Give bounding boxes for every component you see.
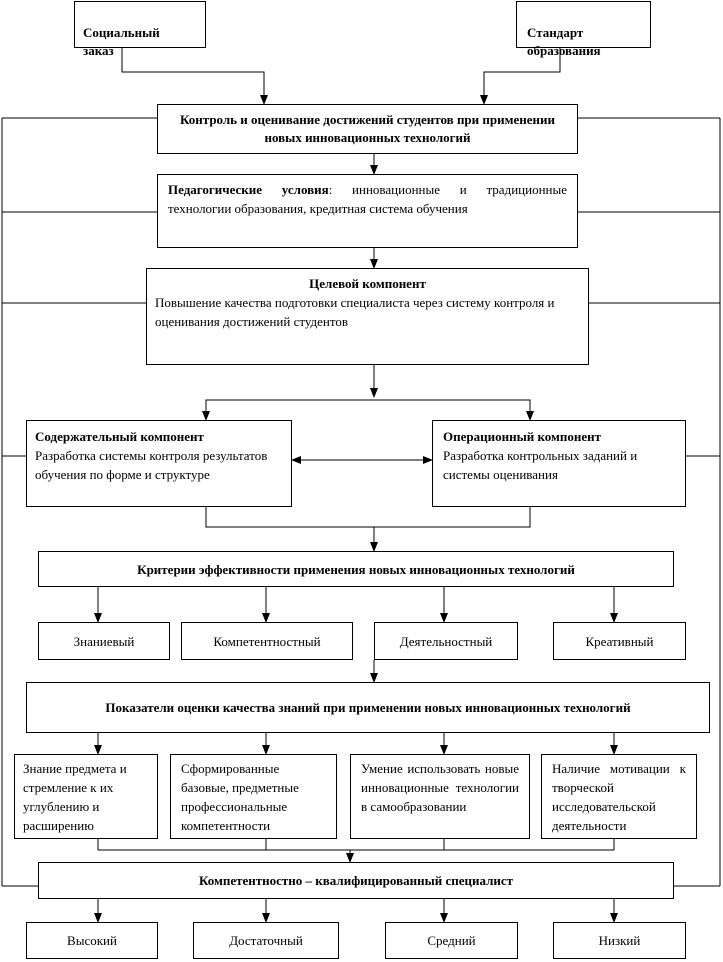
arrow-social-to-control [122,48,264,104]
criterion-label: Знаниевый [73,633,135,649]
education-standard-text: Стандарт образования [527,25,601,58]
content-component-title: Содержательный компонент [35,429,204,444]
specialist-text: Компетентностно – квалифицированный специалист [198,873,514,888]
control-box [157,104,578,154]
indicator-box [170,754,337,839]
pedagogical-title: Педагогические условия [168,182,329,197]
operational-component-text: Разработка контрольных заданий и системы оценивания [443,448,638,482]
indicator-box [541,754,697,839]
criterion-box [374,622,518,660]
pedagogical-text: : инновационные и традиционные технологии образования, кредитная система обучения [168,182,567,216]
social-order-text: Социальный заказ [83,25,160,58]
line-components-merge [206,507,530,527]
target-component-title: Целевой компонент [309,276,426,291]
indicator-box [14,754,158,839]
level-box [193,922,339,959]
indicator-text: Знание предмета и стремление к их углублению и расширению [23,761,127,833]
level-label: Средний [427,933,476,948]
indicator-text: Умение использовать новые инновационные технологии в самообразовании [361,761,519,814]
criterion-label: Креативный [585,633,654,649]
level-box [26,922,158,959]
arrow-target-to-content [206,400,374,420]
arrow-target-to-operational [374,400,530,420]
criterion-box [38,622,170,660]
indicator-text: Сформированные базовые, предметные профессиональные компетентности [181,761,299,833]
criterion-box [553,622,686,660]
indicator-box [350,754,530,839]
indicators-box [26,682,710,733]
operational-component-box [432,420,686,507]
level-label: Достаточный [229,933,303,948]
level-label: Низкий [598,933,641,948]
control-box-text: Контроль и оценивание достижений студентов при применении новых инновационных технологий [180,112,555,145]
target-component-text: Повышение качества подготовки специалиста через систему контроля и оценивания достижений студентов [155,295,555,329]
criteria-box [38,551,674,587]
operational-component-title: Операционный компонент [443,429,602,444]
criterion-label: Компетентностный [213,633,321,649]
level-box [553,922,686,959]
social-order-box [74,1,206,58]
education-standard-box [516,1,651,58]
content-component-box [26,420,292,507]
pedagogical-box [157,174,578,248]
level-box [385,922,518,959]
criterion-label: Деятельностный [399,633,493,649]
target-component-box [146,268,589,365]
specialist-box [38,862,674,899]
criterion-box [181,622,353,660]
content-component-text: Разработка системы контроля результатов обучения по форме и структуре [35,448,268,482]
indicator-text: Наличие мотивации к творческой исследовательской деятельности [552,761,686,833]
indicators-title: Показатели оценки качества знаний при применении новых инновационных технологий [105,700,631,715]
level-label: Высокий [67,933,117,948]
criteria-title: Критерии эффективности применения новых инновационных технологий [137,561,575,577]
